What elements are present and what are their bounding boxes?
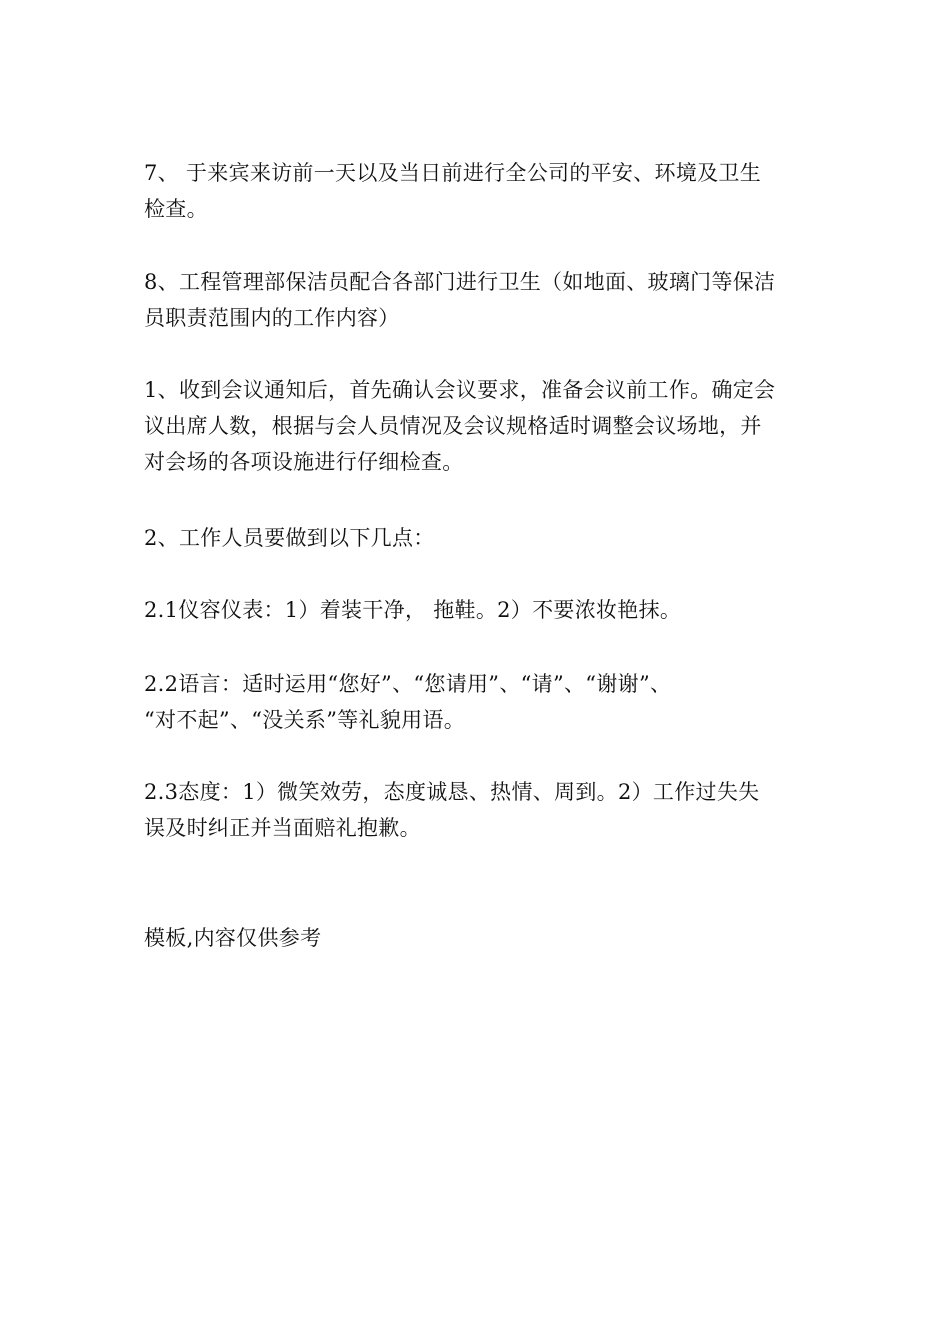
paragraph-line: 误及时纠正并当面赔礼抱歉。 (144, 816, 421, 840)
paragraph-item-8 (144, 264, 808, 336)
paragraph-line: 1、收到会议通知后，首先确认会议要求，准备会议前工作。确定会 (144, 378, 776, 402)
paragraph-line: 8、工程管理部保洁员配合各部门进行卫生（如地面、玻璃门等保洁 (144, 270, 776, 294)
paragraph-appearance (144, 592, 808, 628)
paragraph-line: 2.1仪容仪表：1）着装干净， 拖鞋。2）不要浓妆艳抹。 (144, 598, 682, 622)
footer-note-text: 模板,内容仅供参考 (144, 926, 322, 950)
paragraph-line: 对会场的各项设施进行仔细检查。 (144, 450, 464, 474)
paragraph-line: 检查。 (144, 197, 208, 221)
paragraph-meeting-1 (144, 372, 808, 480)
paragraph-line: 2、工作人员要做到以下几点： (144, 526, 435, 550)
paragraph-line: 2.2语言：适时运用“您好”、“您请用”、“请”、“谢谢”、 (144, 672, 672, 696)
paragraph-line: 7、 于来宾来访前一天以及当日前进行全公司的平安、环境及卫生 (144, 161, 762, 185)
paragraph-item-7 (144, 155, 808, 227)
paragraph-line: 2.3态度：1）微笑效劳，态度诚恳、热情、周到。2）工作过失失 (144, 780, 760, 804)
footer-note (144, 920, 808, 956)
paragraph-line: “对不起”、“没关系”等礼貌用语。 (144, 708, 466, 732)
paragraph-language (144, 666, 808, 738)
paragraph-attitude (144, 774, 808, 846)
paragraph-line: 员职责范围内的工作内容） (144, 306, 400, 330)
paragraph-meeting-2 (144, 520, 808, 556)
paragraph-line: 议出席人数，根据与会人员情况及会议规格适时调整会议场地，并 (144, 414, 762, 438)
